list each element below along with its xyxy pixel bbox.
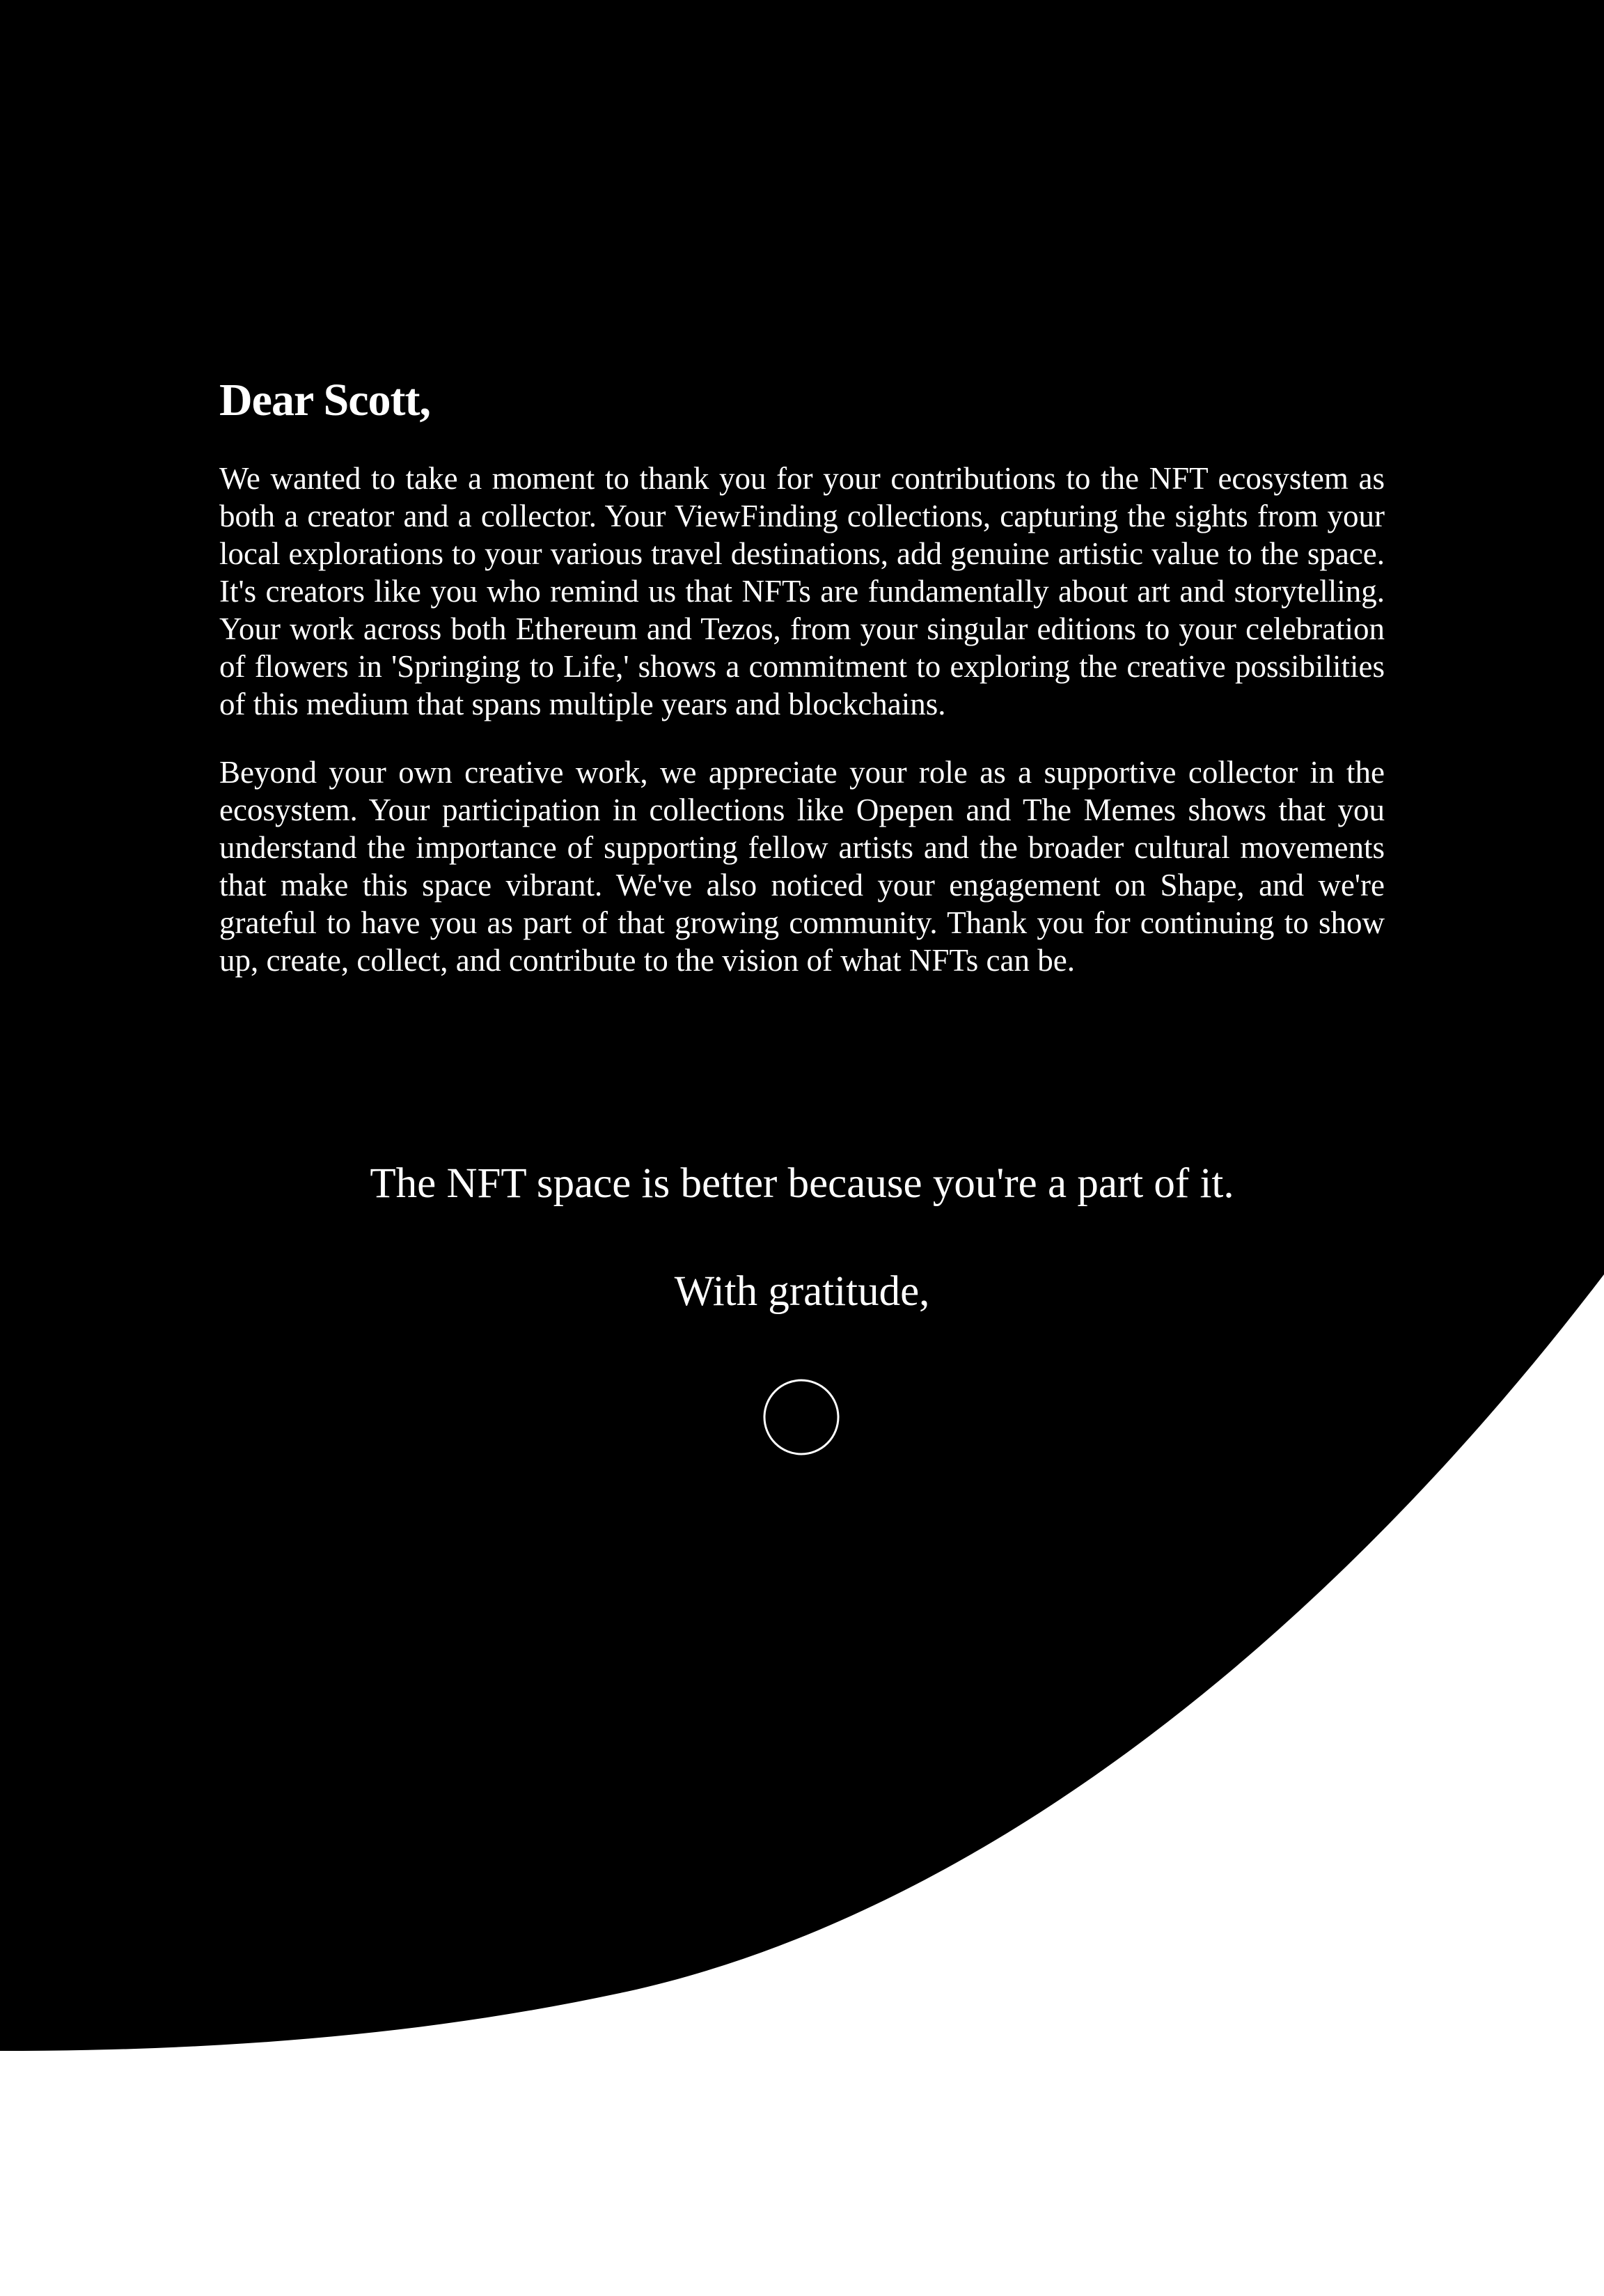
- paragraph-collector: Beyond your own creative work, we appreciate your role as a supportive collector in the ecosystem. Your participation in collections like Opepen and The Memes shows that you understand the importance of supporting fellow artists and the broader cultural movements that make this space vibrant. We've also noticed your engagement on Shape, and we're grateful to have you as part of that growing community. Thank you for continuing to show up, create, collect, and contribute to the vision of what NFTs can be.: [219, 755, 1385, 978]
- tagline: The NFT space is better because you're a part of it.: [370, 1160, 1234, 1207]
- letter-body: [219, 369, 1385, 1010]
- paragraph-creator: We wanted to take a moment to thank you for your contributions to the NFT ecosystem as both a creator and a collector. Your ViewFinding collections, capturing the sights from your local explorations to your various travel destinations, add genuine artistic value to the space. It's creators like you who remind us that NFTs are fundamentally about art and storytelling. Your work across both Ethereum and Tezos, from your singular editions to your celebration of flowers in 'Springing to Life,' shows a commitment to exploring the creative possibilities of this medium that spans multiple years and blockchains.: [219, 461, 1385, 721]
- signoff: With gratitude,: [674, 1268, 930, 1315]
- circle-signature-icon: [763, 1379, 840, 1455]
- salutation: Dear Scott,: [219, 375, 431, 425]
